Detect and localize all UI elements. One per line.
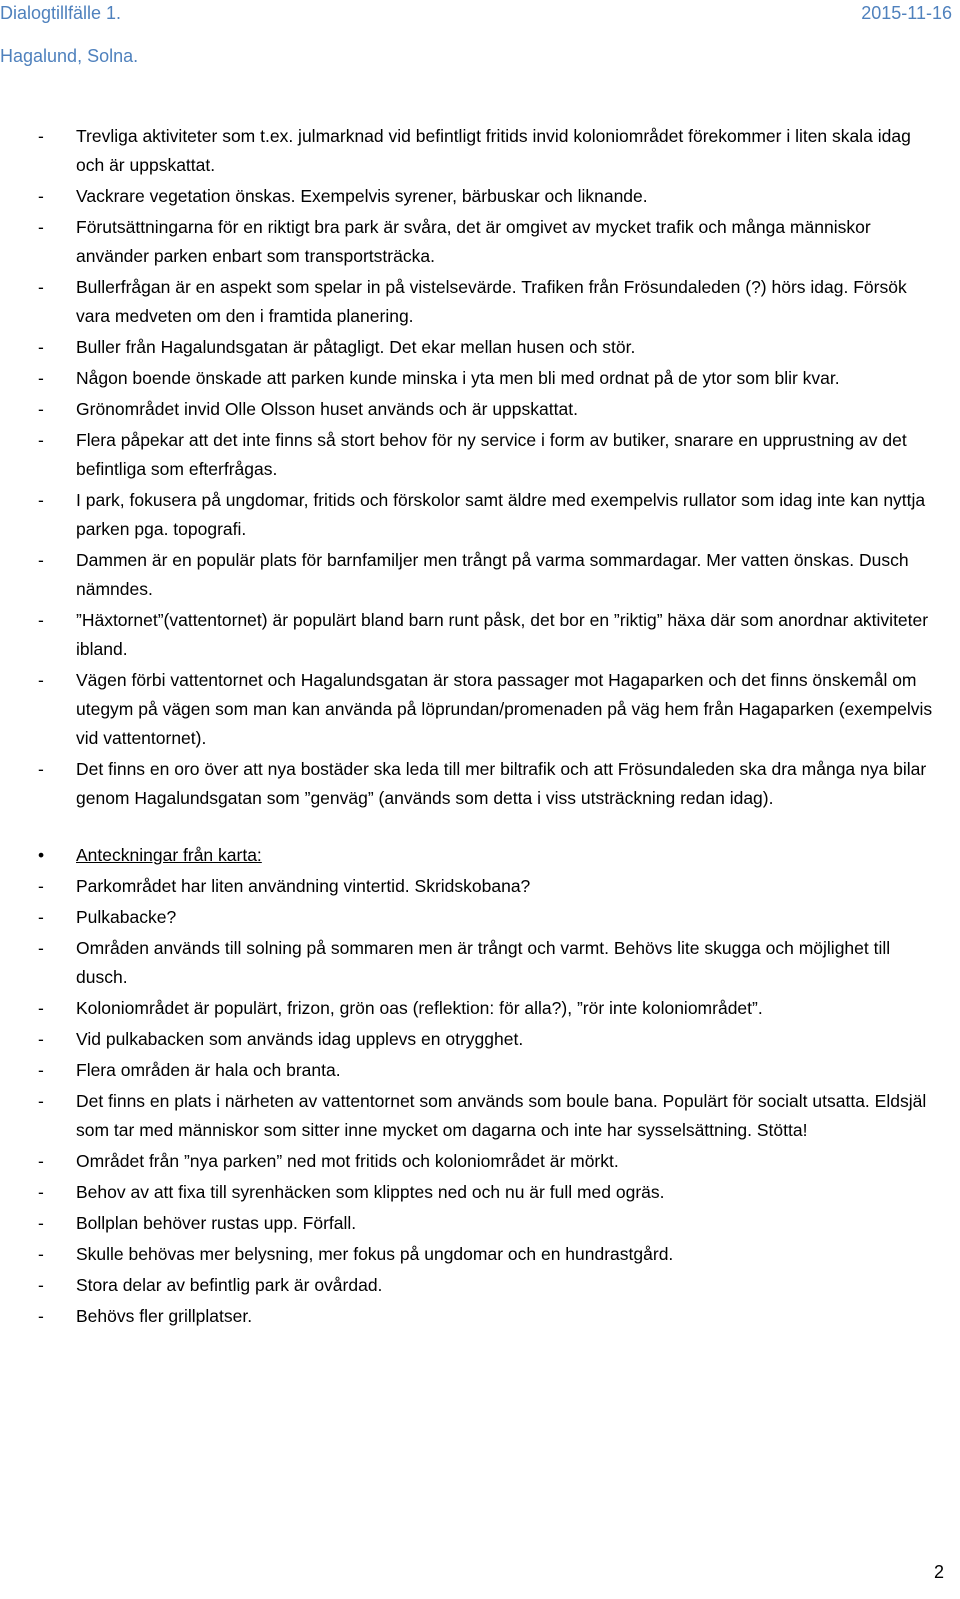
dash-marker: - xyxy=(38,550,44,570)
dash-marker: - xyxy=(38,1275,44,1295)
list-item xyxy=(38,606,938,664)
list-item xyxy=(38,1302,938,1331)
list-item-text: Det finns en plats i närheten av vattentornet som används som boule bana. Populärt för socialt utsatta. Eldsjäl som tar med människor som sitter inne mycket om dagarna och inte har sysselsättning. Stötta! xyxy=(76,1091,927,1140)
list-item xyxy=(38,1025,938,1054)
list-item-text: Pulkabacke? xyxy=(76,907,177,927)
list-item xyxy=(38,1147,938,1176)
list-item xyxy=(38,1056,938,1085)
list-item-text: Bullerfrågan är en aspekt som spelar in på vistelsevärde. Trafiken från Frösundaleden (?) hörs idag. Försök vara medveten om den i framtida planering. xyxy=(76,277,907,326)
map-notes-list xyxy=(38,872,938,1331)
list-item-text: Vägen förbi vattentornet och Hagalundsgatan är stora passager mot Hagaparken och det finns önskemål om utegym på vägen som man kan använda på löprundan/promenaden på väg hem från Hagaparken (exempelvis vid vattentornet). xyxy=(76,670,933,748)
section-heading-text: Anteckningar från karta: xyxy=(76,845,262,865)
dash-marker: - xyxy=(38,430,44,450)
dash-marker: - xyxy=(38,186,44,206)
dash-marker: - xyxy=(38,277,44,297)
page-number: 2 xyxy=(933,1562,944,1582)
list-item-text: Dammen är en populär plats för barnfamiljer men trångt på varma sommardagar. Mer vatten önskas. Dusch nämndes. xyxy=(76,550,909,599)
list-item-text: Vackrare vegetation önskas. Exempelvis syrener, bärbuskar och liknande. xyxy=(76,186,648,206)
dash-marker: - xyxy=(38,399,44,419)
list-item xyxy=(38,1178,938,1207)
list-item xyxy=(38,903,938,932)
list-item-text: Skulle behövas mer belysning, mer fokus på ungdomar och en hundrastgård. xyxy=(76,1244,674,1264)
list-item-text: Det finns en oro över att nya bostäder ska leda till mer biltrafik och att Frösundaleden ska dra många nya bilar genom Hagalundsgatan som ”genväg” (används som detta i viss utsträckning redan idag). xyxy=(76,759,927,808)
list-item-text: Behov av att fixa till syrenhäcken som klipptes ned och nu är full med ogräs. xyxy=(76,1182,665,1202)
list-item xyxy=(38,273,938,331)
list-item xyxy=(38,395,938,424)
dash-marker: - xyxy=(38,1213,44,1233)
dash-marker: - xyxy=(38,1060,44,1080)
list-item xyxy=(38,755,938,813)
list-item-text: Vid pulkabacken som används idag upplevs en otrygghet. xyxy=(76,1029,524,1049)
list-item xyxy=(38,934,938,992)
dash-marker: - xyxy=(38,907,44,927)
list-item-text: Området från ”nya parken” ned mot fritids och koloniområdet är mörkt. xyxy=(76,1151,619,1171)
list-item xyxy=(38,122,938,180)
list-item xyxy=(38,333,938,362)
dash-marker: - xyxy=(38,1306,44,1326)
section-spacer xyxy=(38,815,938,841)
list-item-text: Stora delar av befintlig park är ovårdad. xyxy=(76,1275,383,1295)
dash-marker: - xyxy=(38,1091,44,1111)
list-item xyxy=(38,486,938,544)
list-item-text: Förutsättningarna för en riktigt bra park är svåra, det är omgivet av mycket trafik och många människor använder parken enbart som transportsträcka. xyxy=(76,217,871,266)
list-item xyxy=(38,872,938,901)
dash-marker: - xyxy=(38,337,44,357)
bullet-icon: • xyxy=(38,845,45,865)
list-item-text: Områden används till solning på sommaren men är trångt och varmt. Behövs lite skugga och möjlighet till dusch. xyxy=(76,938,891,987)
list-item xyxy=(38,182,938,211)
document-title: Dialogtillfälle 1. xyxy=(0,3,122,23)
list-item xyxy=(38,1271,938,1300)
dash-marker: - xyxy=(38,1182,44,1202)
dash-marker: - xyxy=(38,1029,44,1049)
list-item xyxy=(38,1087,938,1145)
list-item-text: I park, fokusera på ungdomar, fritids och förskolor samt äldre med exempelvis rullator som idag inte kan nyttja parken pga. topografi. xyxy=(76,490,926,539)
list-item-text: Flera områden är hala och branta. xyxy=(76,1060,341,1080)
dash-marker: - xyxy=(38,368,44,388)
list-item-text: Buller från Hagalundsgatan är påtagligt. Det ekar mellan husen och stör. xyxy=(76,337,636,357)
list-item-text: Trevliga aktiviteter som t.ex. julmarknad vid befintligt fritids invid koloniområdet förekommer i liten skala idag och är uppskattat. xyxy=(76,126,911,175)
dash-marker: - xyxy=(38,759,44,779)
dash-marker: - xyxy=(38,938,44,958)
list-item xyxy=(38,1209,938,1238)
list-item-text: Parkområdet har liten användning vintertid. Skridskobana? xyxy=(76,876,531,896)
list-item-text: Koloniområdet är populärt, frizon, grön oas (reflektion: för alla?), ”rör inte koloniområdet”. xyxy=(76,998,763,1018)
list-item-text: ”Häxtornet”(vattentornet) är populärt bland barn runt påsk, det bor en ”riktig” häxa där som anordnar aktiviteter ibland. xyxy=(76,610,929,659)
list-item xyxy=(38,546,938,604)
dash-marker: - xyxy=(38,998,44,1018)
notes-list xyxy=(38,122,938,813)
list-item-text: Någon boende önskade att parken kunde minska i yta men bli med ordnat på de ytor som blir kvar. xyxy=(76,368,840,388)
dash-marker: - xyxy=(38,490,44,510)
list-item-text: Grönområdet invid Olle Olsson huset används och är uppskattat. xyxy=(76,399,578,419)
document-body xyxy=(38,122,938,1333)
list-item xyxy=(38,994,938,1023)
page-header xyxy=(0,0,960,66)
dash-marker: - xyxy=(38,876,44,896)
list-item xyxy=(38,1240,938,1269)
dash-marker: - xyxy=(38,126,44,146)
document-location: Hagalund, Solna. xyxy=(0,46,139,66)
list-item xyxy=(38,364,938,393)
dash-marker: - xyxy=(38,670,44,690)
dash-marker: - xyxy=(38,217,44,237)
dash-marker: - xyxy=(38,610,44,630)
list-item-text: Bollplan behöver rustas upp. Förfall. xyxy=(76,1213,357,1233)
section-heading xyxy=(38,841,938,870)
document-date: 2015-11-16 xyxy=(861,3,952,23)
list-item xyxy=(38,213,938,271)
dash-marker: - xyxy=(38,1244,44,1264)
list-item-text: Flera påpekar att det inte finns så stort behov för ny service i form av butiker, snarare en upprustning av det befintliga som efterfrågas. xyxy=(76,430,907,479)
dash-marker: - xyxy=(38,1151,44,1171)
list-item xyxy=(38,426,938,484)
list-item-text: Behövs fler grillplatser. xyxy=(76,1306,253,1326)
list-item xyxy=(38,666,938,753)
